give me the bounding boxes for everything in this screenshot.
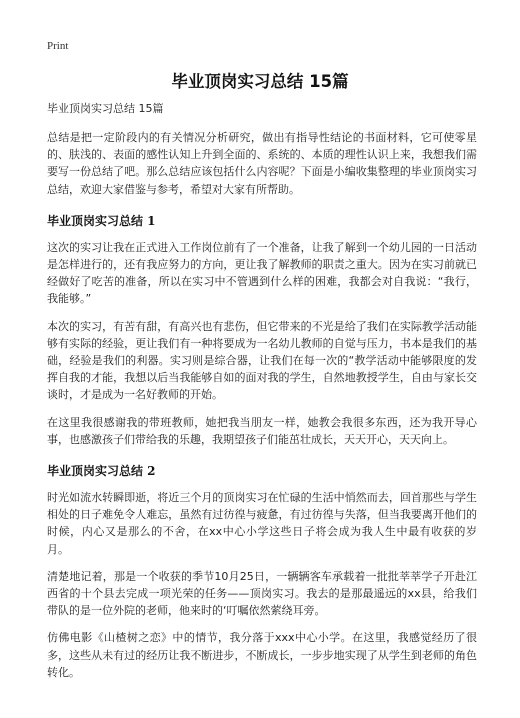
section-1-paragraph-1: 这次的实习让我在正式进入工作岗位前有了一个准备，让我了解到一个幼儿园的一日活动是怎样进行的，还有我应努力的方向，更让我了解教师的职责之重大。因为在实习前就已经做好了吃苦的准备，所以在实习中不管遇到什么样的困难，我都会对自我说：“我行，我能够。” xyxy=(47,240,477,306)
section-2-paragraph-2: 清楚地记着，那是一个收获的季节10月25日，一辆辆客车承载着一批批莘莘学子开赴江西省的十个县去完成一项光荣的任务——顶岗实习。我去的是那最遥远的xx县，给我们带队的是一位外院的老师，他来时的‘叮嘱依然萦绕耳旁。 xyxy=(47,569,477,618)
section-2-paragraph-3: 仿佛电影《山楂树之恋》中的情节，我分落于xxx中心小学。在这里，我感觉经历了很多，这些从未有过的经历让我不断进步，不断成长，一步步地实现了从学生到老师的角色转化。 xyxy=(47,631,477,679)
print-label[interactable]: Print xyxy=(47,40,69,52)
document-body xyxy=(47,100,477,691)
section-heading-2: 毕业顶岗实习总结 2 xyxy=(47,464,156,479)
document-title: 毕业顶岗实习总结 15篇 xyxy=(171,72,349,91)
document-subtitle: 毕业顶岗实习总结 15篇 xyxy=(47,102,164,115)
section-1-paragraph-3: 在这里我很感谢我的带班教师，她把我当朋友一样，她教会我很多东西，还为我开导心事，也感激孩子们带给我的乐趣，我期望孩子们能茁壮成长，天天开心，天天向上。 xyxy=(47,415,477,446)
section-2-paragraph-1: 时光如流水转瞬即逝，将近三个月的顶岗实习在忙碌的生活中悄然而去，回首那些与学生相处的日子难免令人难忘，虽然有过彷徨与疲惫，有过彷徨与失落，但当我要离开他们的时候，内心又是那么的不舍，在xx中心小学这些日子将会成为我人生中最有收获的岁月。 xyxy=(47,491,477,556)
section-1-paragraph-2: 本次的实习，有苦有甜，有高兴也有悲伤，但它带来的不光是给了我们在实际教学活动能够有实际的经验，更让我们有一种将要成为一名幼儿教师的自觉与压力，书本是我们的基础，经验是我们的利器。实习则是综合器，让我们在每一次的“教学活动中能够限度的发挥自我的才能，我想以后当我能够自如的面对我的学生，自然地教授学生，自由与家长交谈时，才是成为一名好教师的开始。 xyxy=(47,319,477,402)
section-heading-1: 毕业顶岗实习总结 1 xyxy=(47,213,156,228)
intro-paragraph: 总结是把一定阶段内的有关情况分析研究，做出有指导性结论的书面材料，它可使零星的、肤浅的、表面的感性认知上升到全面的、系统的、本质的理性认识上来，我想我们需要写一份总结了吧。那么总结应该包括什么内容呢？下面是小编收集整理的毕业顶岗实习总结，欢迎大家借鉴与参考，希望对大家有所帮助。 xyxy=(47,131,477,196)
